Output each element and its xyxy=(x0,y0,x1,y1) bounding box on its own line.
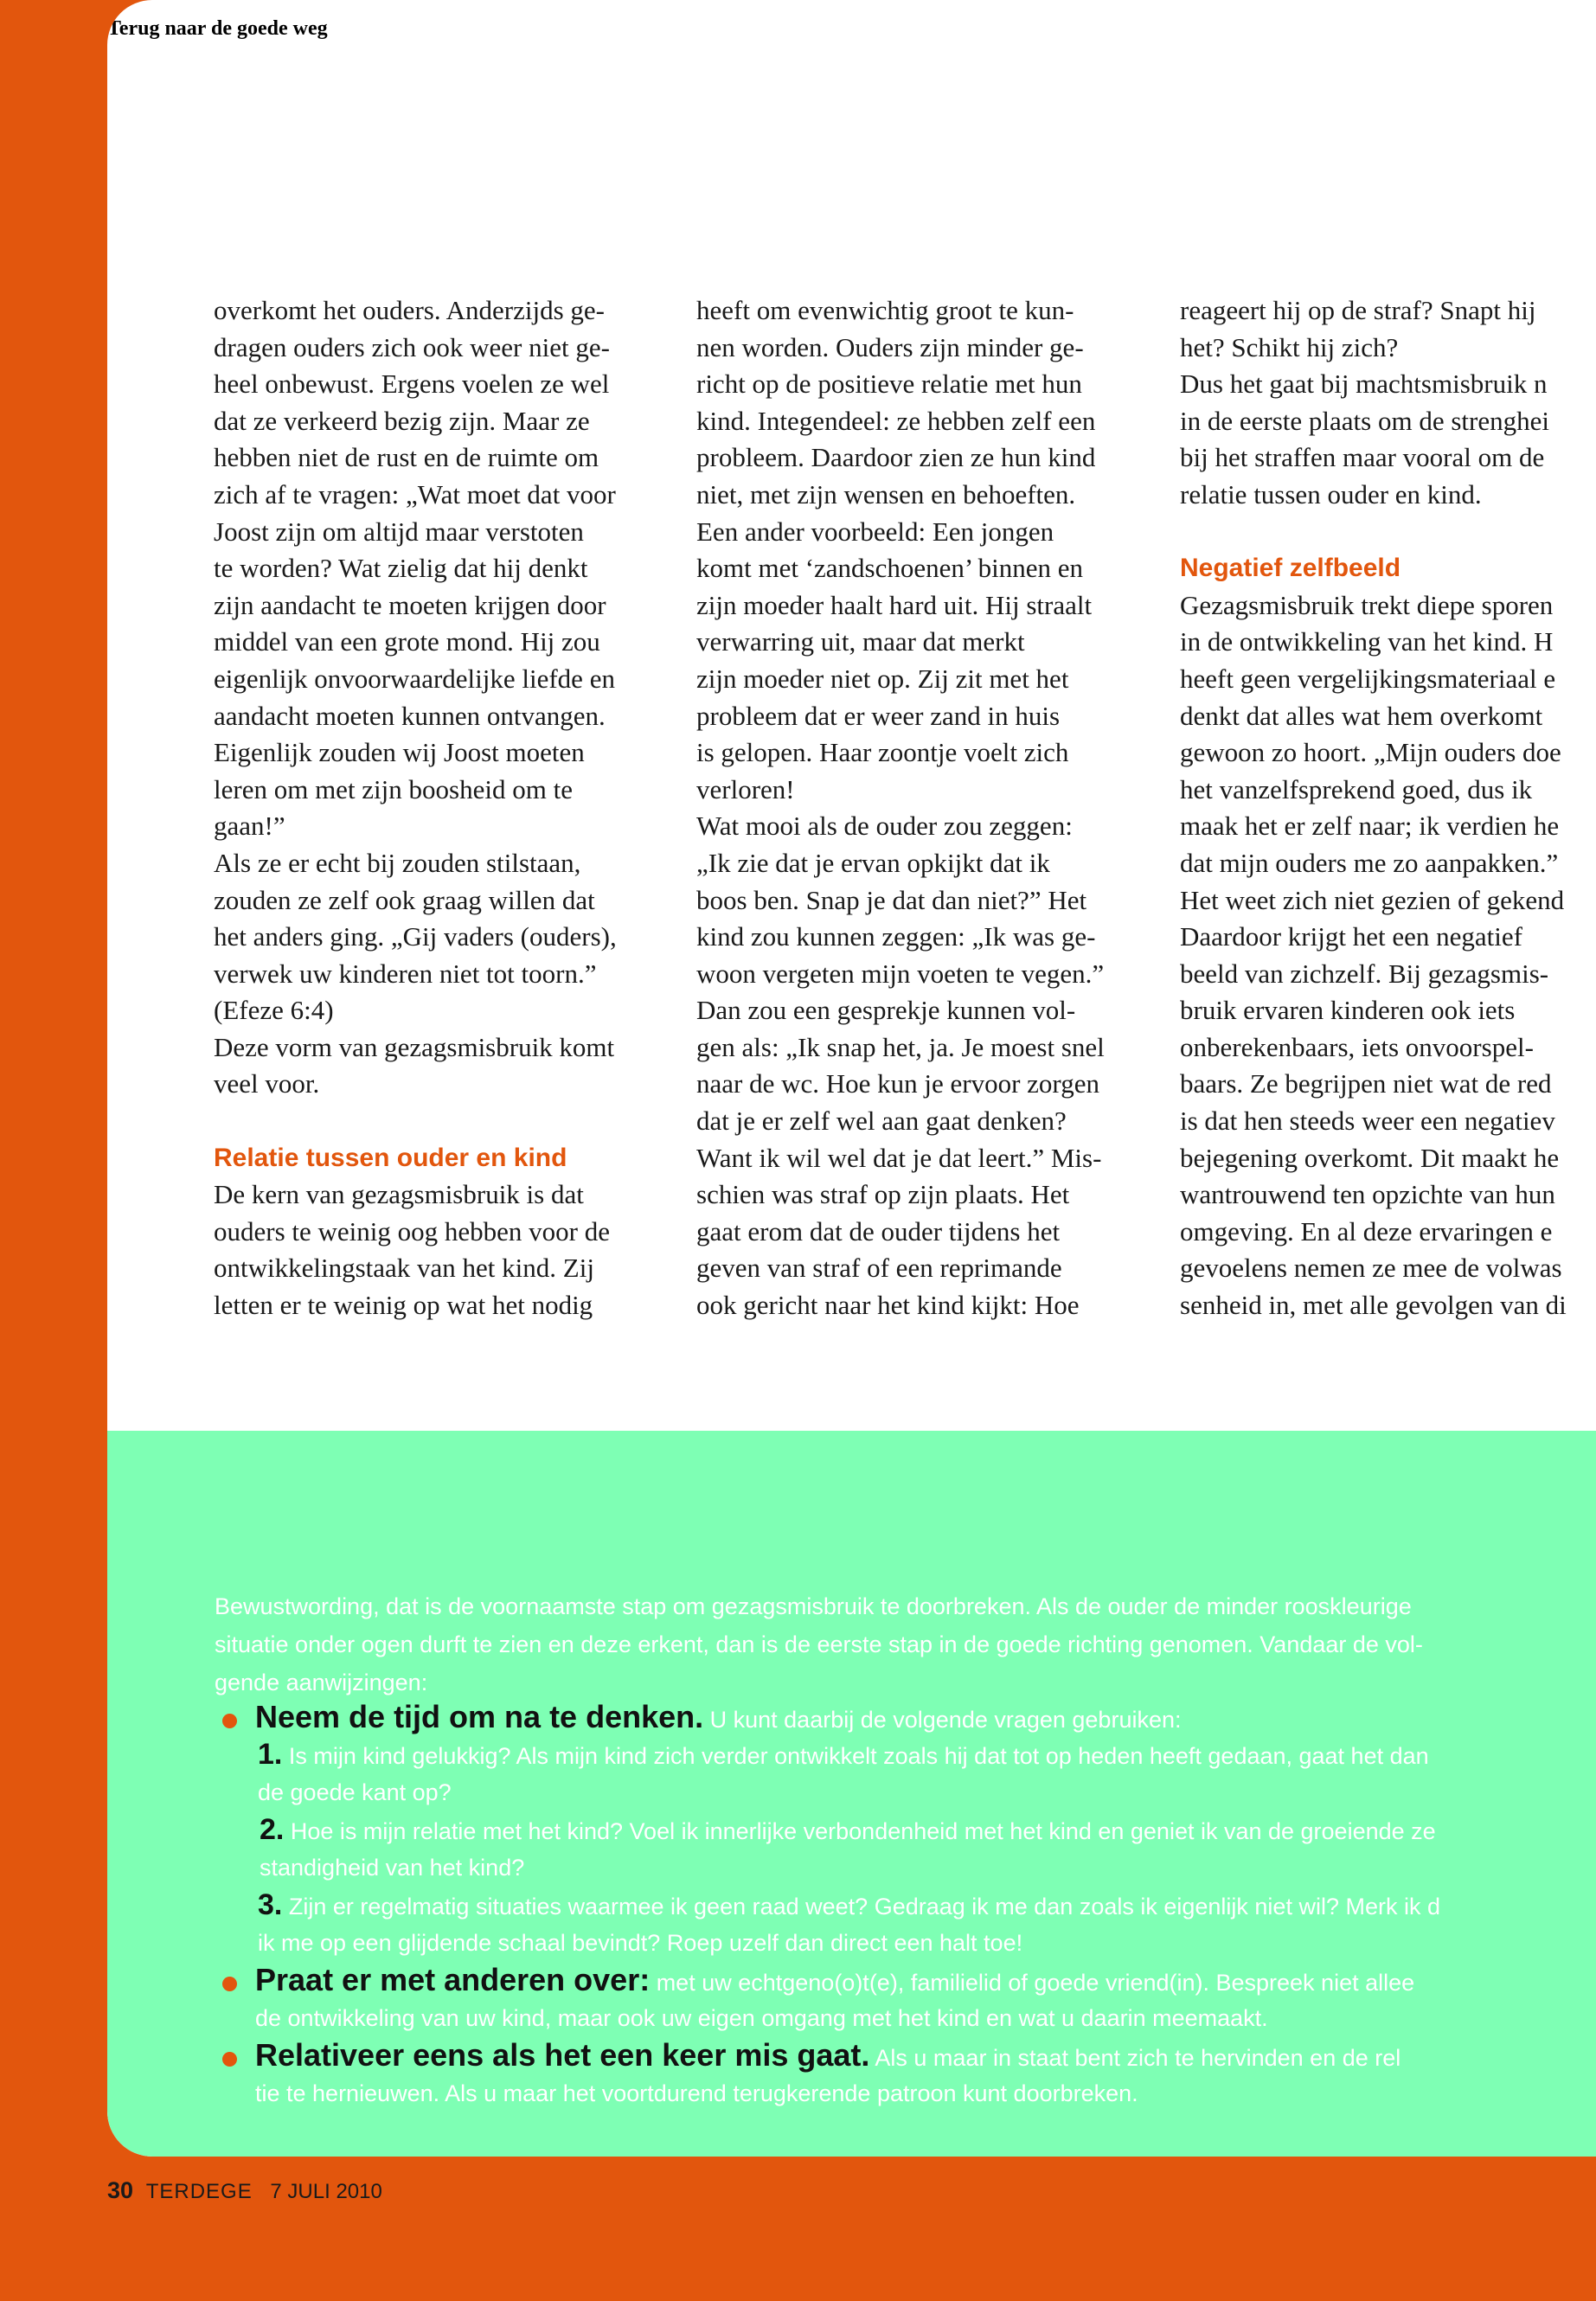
text-line: Joost zijn om altijd maar verstoten xyxy=(214,516,584,547)
text-line: Wat mooi als de ouder zou zeggen: xyxy=(696,811,1073,842)
text-line: in de ontwikkeling van het kind. H xyxy=(1180,626,1554,657)
text-line: in de eerste plaats om de strenghei xyxy=(1180,405,1549,436)
text-line: leren om met zijn boosheid om te xyxy=(214,773,573,804)
text-line: Een ander voorbeeld: Een jongen xyxy=(696,516,1054,547)
text-line: onberekenbaars, iets onvoorspel- xyxy=(1180,1031,1534,1062)
tips-intro-line: Bewustwording, dat is de voornaamste stap om gezagsmisbruik te doorbreken. Als de ouder de minder rooskleurige xyxy=(215,1593,1412,1619)
tip-bullet-2-text: met uw echtgeno(o)t(e), familielid of goede vriend(in). Bespreek niet allee xyxy=(650,1970,1415,1996)
text-line: probleem dat er weer zand in huis xyxy=(696,700,1061,731)
paragraph-gap xyxy=(214,1103,617,1140)
text-line: is dat hen steeds weer een negatiev xyxy=(1180,1106,1555,1137)
page-sheet xyxy=(107,0,1596,2157)
question-1-continued: de goede kant op? xyxy=(258,1779,452,1805)
text-line: niet, met zijn wensen en behoeften. xyxy=(696,478,1076,510)
column-1-paragraph-1 xyxy=(214,292,617,1103)
tip-bullet-2-bold: Praat er met anderen over: xyxy=(255,1962,651,1997)
text-line: hebben niet de rust en de ruimte om xyxy=(214,442,599,473)
question-1-number: 1. xyxy=(258,1738,283,1771)
text-line: zijn moeder haalt hard uit. Hij straalt xyxy=(696,589,1093,620)
text-line: gen als: „Ik snap het, ja. Je moest snel xyxy=(696,1031,1105,1062)
tips-intro-line: situatie onder ogen durft te zien en deze erkent, dan is de eerste stap in de goede richting genomen. Vandaar de vol- xyxy=(215,1631,1423,1657)
text-line: reageert hij op de straf? Snapt hij xyxy=(1180,295,1536,325)
question-3-text: Zijn er regelmatig situaties waarmee ik geen raad weet? Gedraag ik me dan zoals ik eigenlijk niet wil? Merk ik d xyxy=(282,1894,1440,1920)
question-1-text: Is mijn kind gelukkig? Als mijn kind zich verder ontwikkelt zoals hij dat tot op heden heeft gedaan, gaat het dan xyxy=(282,1743,1429,1769)
text-line: nen worden. Ouders zijn minder ge- xyxy=(696,331,1084,362)
tips-intro-line: gende aanwijzingen: xyxy=(215,1670,428,1695)
text-line: (Efeze 6:4) xyxy=(214,995,334,1026)
question-3-number: 3. xyxy=(258,1888,283,1921)
tip-bullet-1 xyxy=(255,1699,1182,1739)
text-line: omgeving. En al deze ervaringen e xyxy=(1180,1215,1553,1247)
text-line: Dus het gaat bij machtsmisbruik n xyxy=(1180,369,1548,400)
bullet-dot-icon xyxy=(222,2052,237,2067)
tip-bullet-3-text: Als u maar in staat bent zich te hervinden en de rel xyxy=(869,2045,1401,2071)
text-line: dat ze verkeerd bezig zijn. Maar ze xyxy=(214,405,590,436)
text-line: dat mijn ouders me zo aanpakken.” xyxy=(1180,847,1559,878)
text-line: het anders ging. „Gij vaders (ouders), xyxy=(214,921,617,952)
text-line: woon vergeten mijn voeten te vegen.” xyxy=(696,958,1105,989)
text-line: overkomt het ouders. Anderzijds ge- xyxy=(214,295,605,325)
magazine-name: TERDEGE xyxy=(145,2180,253,2203)
text-line: kind. Integendeel: ze hebben zelf een xyxy=(696,405,1096,436)
text-line: heeft geen vergelijkingsmateriaal e xyxy=(1180,663,1556,694)
section-heading-relatie: Relatie tussen ouder en kind xyxy=(214,1143,567,1172)
text-line: beeld van zichzelf. Bij gezagsmis- xyxy=(1180,958,1549,989)
text-line: schien was straf op zijn plaats. Het xyxy=(696,1179,1070,1210)
bullet-dot-icon xyxy=(222,1977,237,1991)
text-line: zijn moeder niet op. Zij zit met het xyxy=(696,663,1069,694)
text-line: boos ben. Snap je dat dan niet?” Het xyxy=(696,884,1087,915)
text-line: Deze vorm van gezagsmisbruik komt xyxy=(214,1031,615,1062)
text-line: ook gericht naar het kind kijkt: Hoe xyxy=(696,1290,1080,1321)
tip-bullet-2 xyxy=(255,1962,1414,2002)
text-line: maak het er zelf naar; ik verdien he xyxy=(1180,811,1560,842)
tip-bullet-3-bold: Relativeer eens als het een keer mis gaat. xyxy=(255,2037,870,2073)
text-line: Als ze er echt bij zouden stilstaan, xyxy=(214,847,581,878)
column-1-paragraph-2 xyxy=(214,1176,617,1324)
text-line: komt met ‘zandschoenen’ binnen en xyxy=(696,553,1084,584)
question-3 xyxy=(258,1887,1440,1926)
text-line: Eigenlijk zouden wij Joost moeten xyxy=(214,737,585,768)
text-line: eigenlijk onvoorwaardelijke liefde en xyxy=(214,663,615,694)
text-line: dragen ouders zich ook weer niet ge- xyxy=(214,331,610,362)
question-2-continued: standigheid van het kind? xyxy=(260,1855,525,1881)
text-line: zijn aandacht te moeten krijgen door xyxy=(214,589,606,620)
text-line: heeft om evenwichtig groot te kun- xyxy=(696,295,1074,325)
tip-bullet-1-text: U kunt daarbij de volgende vragen gebruiken: xyxy=(703,1707,1182,1733)
question-2-text: Hoe is mijn relatie met het kind? Voel ik innerlijke verbondenheid met het kind en geniet ik van de groeiende ze xyxy=(284,1818,1436,1844)
text-line: De kern van gezagsmisbruik is dat xyxy=(214,1179,584,1210)
text-line: veel voor. xyxy=(214,1068,320,1099)
tip-bullet-3-continued: tie te hernieuwen. Als u maar het voortdurend terugkerende patroon kunt doorbreken. xyxy=(255,2080,1138,2106)
text-line: het? Schikt hij zich? xyxy=(1180,331,1399,362)
text-line: het vanzelfsprekend goed, dus ik xyxy=(1180,773,1533,804)
text-line: zouden ze zelf ook graag willen dat xyxy=(214,884,595,915)
text-line: bij het straffen maar vooral om de xyxy=(1180,442,1545,473)
text-line: letten er te weinig op wat het nodig xyxy=(214,1290,593,1321)
question-2 xyxy=(260,1811,1436,1850)
text-line: dat je er zelf wel aan gaat denken? xyxy=(696,1106,1067,1137)
text-line: Daardoor krijgt het een negatief xyxy=(1180,921,1522,952)
text-line: „Ik zie dat je ervan opkijkt dat ik xyxy=(696,847,1050,878)
tip-bullet-2-continued: de ontwikkeling van uw kind, maar ook uw eigen omgang met het kind en wat u daarin meemaakt. xyxy=(255,2005,1268,2031)
text-line: Dan zou een gesprekje kunnen vol- xyxy=(696,995,1076,1026)
tip-bullet-1-bold: Neem de tijd om na te denken. xyxy=(255,1699,704,1734)
text-line: richt op de positieve relatie met hun xyxy=(696,369,1082,400)
text-line: bruik ervaren kinderen ook iets xyxy=(1180,995,1516,1026)
text-line: probleem. Daardoor zien ze hun kind xyxy=(696,442,1096,473)
text-line: is gelopen. Haar zoontje voelt zich xyxy=(696,737,1069,768)
text-line: denkt dat alles wat hem overkomt xyxy=(1180,700,1543,731)
text-line: verwek uw kinderen niet tot toorn.” xyxy=(214,958,597,989)
tips-box-title: Terug naar de goede weg xyxy=(107,16,328,40)
section-heading-negatief: Negatief zelfbeeld xyxy=(1180,554,1401,583)
text-line: ouders te weinig oog hebben voor de xyxy=(214,1215,610,1247)
text-line: kind zou kunnen zeggen: „Ik was ge- xyxy=(696,921,1096,952)
question-2-number: 2. xyxy=(260,1813,285,1846)
text-line: gewoon zo hoort. „Mijn ouders doe xyxy=(1180,737,1561,768)
text-line: bejegening overkomt. Dit maakt he xyxy=(1180,1142,1560,1173)
issue-date: 7 JULI 2010 xyxy=(270,2180,382,2203)
article-column-1 xyxy=(214,292,617,1324)
text-line: gaat erom dat de ouder tijdens het xyxy=(696,1215,1061,1247)
text-line: te worden? Wat zielig dat hij denkt xyxy=(214,553,588,584)
text-line: heel onbewust. Ergens voelen ze wel xyxy=(214,369,610,400)
text-line: geven van straf of een reprimande xyxy=(696,1253,1062,1284)
page-footer xyxy=(107,2177,382,2204)
text-line: baars. Ze begrijpen niet wat de red xyxy=(1180,1068,1552,1099)
question-1 xyxy=(258,1736,1429,1775)
text-line: middel van een grote mond. Hij zou xyxy=(214,626,600,657)
text-line: gaan!” xyxy=(214,811,285,842)
text-line: verwarring uit, maar dat merkt xyxy=(696,626,1025,657)
text-line: gevoelens nemen ze mee de volwas xyxy=(1180,1253,1562,1284)
text-line: Het weet zich niet gezien of gekend xyxy=(1180,884,1565,915)
bullet-dot-icon xyxy=(222,1714,237,1728)
text-line: ontwikkelingstaak van het kind. Zij xyxy=(214,1253,594,1284)
paragraph-gap xyxy=(1180,514,1567,551)
question-3-continued: ik me op een glijdende schaal bevindt? Roep uzelf dan direct een halt toe! xyxy=(258,1930,1023,1956)
tip-bullet-3 xyxy=(255,2037,1401,2077)
text-line: relatie tussen ouder en kind. xyxy=(1180,478,1482,510)
text-line: Gezagsmisbruik trekt diepe sporen xyxy=(1180,589,1554,620)
text-line: wantrouwend ten opzichte van hun xyxy=(1180,1179,1555,1210)
page-number: 30 xyxy=(107,2177,134,2203)
article-column-3 xyxy=(1180,292,1567,1324)
text-line: naar de wc. Hoe kun je ervoor zorgen xyxy=(696,1068,1099,1099)
text-line: aandacht moeten kunnen ontvangen. xyxy=(214,700,606,731)
text-line: Want ik wil wel dat je dat leert.” Mis- xyxy=(696,1142,1102,1173)
text-line: zich af te vragen: „Wat moet dat voor xyxy=(214,478,616,510)
text-line: senheid in, met alle gevolgen van di xyxy=(1180,1290,1567,1321)
article-column-2 xyxy=(696,292,1105,1324)
text-line: verloren! xyxy=(696,773,795,804)
